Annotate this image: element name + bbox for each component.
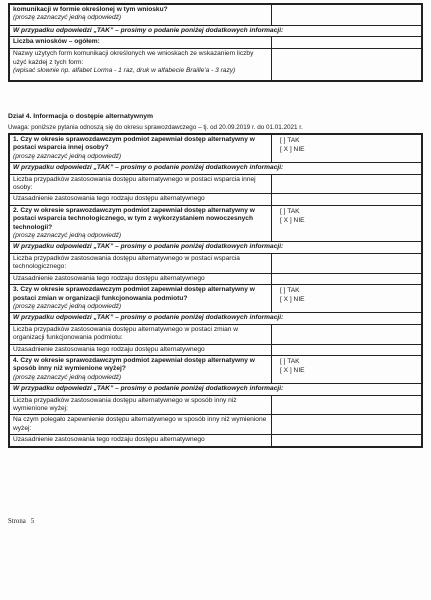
q4-cell [10,355,272,383]
forms-line-2: użyć każdej z tych form: [13,58,84,66]
q1-option-nie[interactable]: [ X ] NIE [280,146,305,153]
q3-reason-field[interactable] [272,344,422,355]
q1-reason-label: Uzasadnienie zastosowania tego rodzaju dostępu alternatywnego [10,194,272,205]
q4-count-label: Liczba przypadków zastosowania dostępu alternatywnego w sposób inny niż wymienione wyżej: [10,395,272,415]
q4-reason-label: Uzasadnienie zastosowania tego rodzaju dostępu alternatywnego [10,435,272,446]
q4-other-field[interactable] [272,415,422,435]
page-number: 5 [30,518,35,525]
q1-count-label: Liczba przypadków zastosowania dostępu alternatywnego w postaci wsparcia innej osoby: [10,174,272,194]
q2-count-field[interactable] [272,253,422,273]
q4-tak-header: W przypadku odpowiedzi „TAK” – prosimy o podanie poniżej dodatkowych informacji: [10,384,422,395]
top-count-label: Liczba wniosków – ogółem: [10,37,272,49]
page-label: Strona [8,518,26,525]
top-question [10,5,272,26]
forms-line-3: (wpisać słownie np. alfabet Lorma - 1 raz, druk w alfabecie Braille'a - 3 razy) [13,67,236,75]
q2-reason-label: Uzasadnienie zastosowania tego rodzaju dostępu alternatywnego [10,273,272,284]
top-tak-header: W przypadku odpowiedzi „TAK” – prosimy o podanie poniżej dodatkowych informacji: [10,26,422,37]
top-forms-field[interactable] [272,49,422,81]
q2-text: 2. Czy w okresie sprawozdawczym podmiot zapewniał dostęp alternatywny w postaci wsparcia technologicznego, w tym z wykorzystaniem nowoczesnych technologii? [13,206,255,231]
top-question-text: komunikacji w formie określonej w tym wniosku? [13,6,168,13]
q1-text: 1. Czy w okresie sprawozdawczym podmiot zapewniał dostęp alternatywny w postaci wsparcia innej osoby? [13,136,255,152]
q3-text: 3. Czy w okresie sprawozdawczym podmiot zapewniał dostęp alternatywny w postaci zmian w organizacji funkcjonowania podmiotu? [13,286,255,302]
top-forms-label [10,49,272,81]
q1-cell [10,135,272,163]
q1-count-field[interactable] [272,174,422,194]
q3-cell [10,285,272,313]
q3-option-nie[interactable]: [ X ] NIE [280,296,305,304]
q3-hint: (proszę zaznaczyć jedną odpowiedź) [13,302,122,310]
top-answer-cell[interactable] [272,5,422,26]
q4-text: 4. Czy w okresie sprawozdawczym podmiot zapewniał dostęp alternatywny w sposób inny niż wymienione wyżej? [13,356,255,373]
forms-line-1: Nazwy użytych form komunikacji określonych we wnioskach ze wskazaniem liczby [13,50,254,58]
q4-reason-field[interactable] [272,435,422,446]
q2-option-nie[interactable]: [ X ] NIE [280,216,305,224]
q2-tak-header: W przypadku odpowiedzi „TAK” – prosimy o podanie poniżej dodatkowych informacji: [10,242,422,253]
top-question-hint: (proszę zaznaczyć jedną odpowiedź) [13,14,122,22]
q2-reason-field[interactable] [272,273,422,284]
q3-tak-header: W przypadku odpowiedzi „TAK” – prosimy o podanie poniżej dodatkowych informacji: [10,313,422,324]
q1-reason-field[interactable] [272,194,422,205]
q4-other-label: Na czym polegało zapewnienie dostępu alternatywnego w sposób inny niż wymienione wyżej: [10,415,272,435]
q3-reason-label: Uzasadnienie zastosowania tego rodzaju dostępu alternatywnego [10,344,272,355]
q2-option-tak[interactable]: [ ] TAK [280,207,300,215]
q1-option-tak[interactable]: [ ] TAK [280,137,300,144]
q3-options [272,285,422,313]
top-count-field[interactable] [272,37,422,49]
q3-count-field[interactable] [272,324,422,344]
q2-count-label: Liczba przypadków zastosowania dostępu alternatywnego w postaci wsparcia technologicznego: [10,253,272,273]
q2-options [272,205,422,242]
q4-option-tak[interactable]: [ ] TAK [280,357,300,365]
q3-option-tak[interactable]: [ ] TAK [280,287,300,295]
q1-tak-header: W przypadku odpowiedzi „TAK” – prosimy o podanie poniżej dodatkowych informacji: [10,163,422,174]
section-title: Dział 4. Informacja o dostępie alternatywnym [8,113,154,120]
q4-hint: (proszę zaznaczyć jedną odpowiedź) [13,373,122,381]
alt-access-table [8,133,423,448]
page-footer [8,518,34,525]
section-note: Uwaga: poniższe pytania odnoszą się do okresu sprawozdawczego – tj. od 20.09.2019 r. do 01.01.2021 r. [8,124,303,131]
q1-hint: (proszę zaznaczyć jedną odpowiedź) [13,152,122,160]
q1-options [272,135,422,163]
q2-cell [10,205,272,242]
q4-options [272,355,422,383]
q4-count-field[interactable] [272,395,422,415]
q2-hint: (proszę zaznaczyć jedną odpowiedź) [13,232,122,240]
q4-option-nie[interactable]: [ X ] NIE [280,366,305,374]
top-table [8,3,423,82]
q3-count-label: Liczba przypadków zastosowania dostępu alternatywnego w postaci zmian w organizacji funkcjonowania podmiotu: [10,324,272,344]
